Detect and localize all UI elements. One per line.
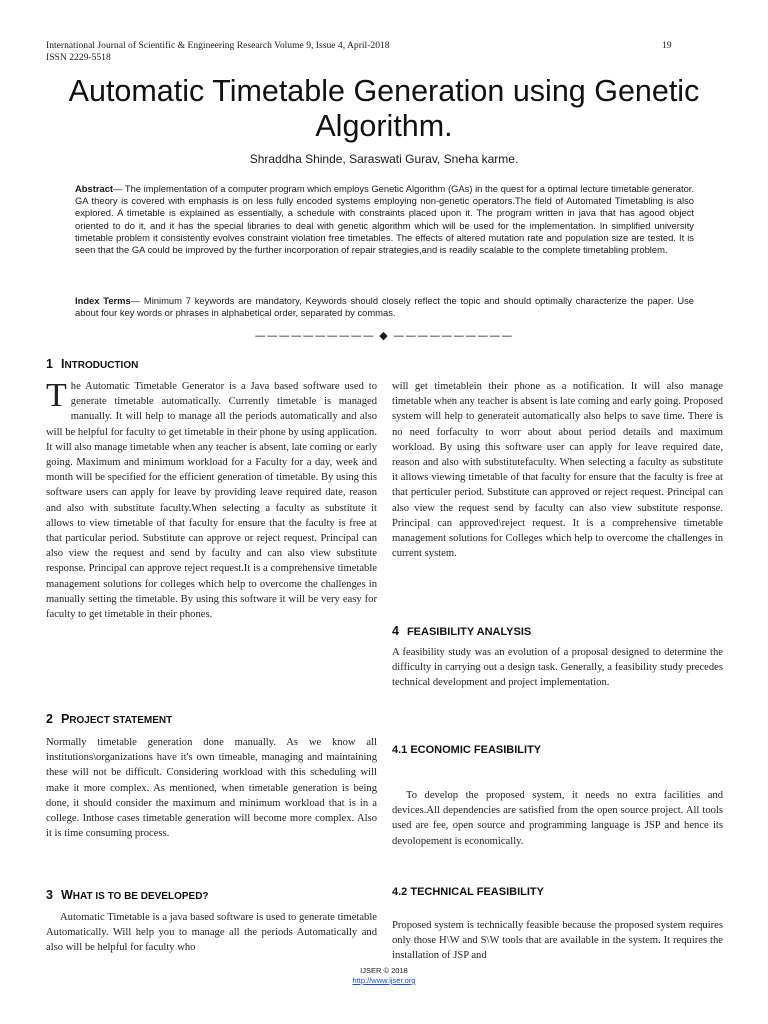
heading-number: 3 bbox=[46, 888, 53, 902]
heading-technical-feasibility: 4.2 TECHNICAL FEASIBILITY bbox=[392, 886, 544, 898]
index-terms bbox=[75, 295, 694, 320]
project-statement-body: Normally timetable generation done manually. As we know all institutions\organizations have it's own timeable, managing and maintaining these will not be difficult. Considering workload with this scheduling will make it more complex. As mentioned, when timetable generation is being done, it should consider the maximum and minimum workload that is in a college. Inthose cases timetable generation will become more complex. Also it is time consuming process. bbox=[46, 737, 377, 840]
page-footer bbox=[0, 966, 768, 986]
heading-initial: W bbox=[60, 888, 73, 902]
economic-feasibility-body: To develop the proposed system, it needs no extra facilities and devices.All dependencies are satisfied from the open source project. All tools used are fee, open source and programming language is JSP and hence its devolopement is economically. bbox=[392, 790, 723, 847]
issn: ISSN 2229-5518 bbox=[46, 52, 111, 63]
heading-introduction bbox=[46, 357, 377, 371]
what-to-develop-body: Automatic Timetable is a java based software is used to generate timetable Automatically. Will help you to manage all the periods Automatically and also will be helpful for faculty who bbox=[46, 912, 377, 954]
heading-project-statement bbox=[46, 712, 377, 726]
footer-copyright: IJSER © 2018 bbox=[360, 966, 408, 975]
section-divider: —————————— ◆ —————————— bbox=[254, 329, 514, 342]
feasibility-body: A feasibility study was an evolution of a proposal designed to determine the difficulty in carrying out a design task. Generally, a feasibility study precedes technical development and project implementation. bbox=[392, 647, 723, 689]
heading-text: FEASIBILITY ANALYSIS bbox=[406, 626, 532, 638]
abstract-text: — The implementation of a computer program which employs Genetic Algorithm (GAs) in the quest for a optimal lecture timetable generator. GA theory is covered with emphasis is on less fully encoded systems employing non-genetic operators.The field of Automated Timetabling is also explored. A timetable is explained as essentially, a schedule with constraints placed upon it. The program written in java that has agood object oriented to do it, and it has the special libraries to deal with genetic algorithm which will be used for the implementation. In simplified university timetable problem it consistently evolves constraint violation free timetables. The effects of altered mutation rate and population size are tested. It is seen that the GA could be improved by the further incorporation of repair strategies,and is readily scalable to the complete timetabling problem. bbox=[75, 183, 694, 256]
heading-what-to-develop bbox=[46, 888, 377, 902]
footer-url[interactable]: http://www.ijser.org bbox=[352, 976, 416, 985]
heading-initial: P bbox=[60, 712, 70, 726]
heading-number: 1 bbox=[46, 357, 53, 371]
technical-feasibility-body: Proposed system is technically feasible because the proposed system requires only those H\W and S\W tools that are available in the system. It requires the installation of JSP and bbox=[392, 920, 723, 962]
paper-title: Automatic Timetable Generation using Genetic Algorithm. bbox=[68, 74, 700, 143]
heading-feasibility-analysis bbox=[392, 624, 723, 638]
abstract bbox=[75, 183, 694, 256]
index-terms-label: Index Terms bbox=[75, 295, 131, 306]
abstract-label: Abstract bbox=[75, 183, 114, 194]
index-terms-text: — Minimum 7 keywords are mandatory, Keywords should closely reflect the topic and should optimally characterize the paper. Use about four key words or phrases in alphabetical order, separated by commas. bbox=[75, 295, 694, 319]
introduction-body bbox=[46, 379, 377, 622]
heading-rest: HAT IS TO BE DEVELOPED? bbox=[72, 891, 209, 902]
heading-number: 4 bbox=[392, 624, 399, 638]
introduction-text: he Automatic Timetable Generator is a Java based software used to generate timetable automatically. Currently timetable is managed manually. It will help to manage all the periods automatically and also will be helpful for faculty to get timetable in their phone by using application. It will also manage timetable when any teacher is absent, late coming or early going. Maximum and minimum workload for a Faculty for a day, week and month will be specified for the efficient generation of timetable. By using this software users can apply for leave by providing leave required date, reason and also with substitute faculty.When selecting a faculty as substitute it allows to view timetable of that faculty for ensure that the faculty is free at that particular period. Substitute can approve or reject request. Principal can also view the request and send by faculty and can also view substitute response. Principal can approve reject request.It is a comprehensive timetable management solutions for colleges which help to overcome the challenges in manually setting the timetable. By using this software it will be very easy for faculty to get timetable in their phones. bbox=[46, 381, 377, 621]
heading-economic-feasibility: 4.1 ECONOMIC FEASIBILITY bbox=[392, 744, 542, 756]
heading-rest: NTRODUCTION bbox=[64, 360, 139, 371]
page-number: 19 bbox=[662, 40, 672, 51]
journal-header: International Journal of Scientific & Engineering Research Volume 9, Issue 4, April-2018 bbox=[46, 40, 390, 51]
introduction-continued: will get timetablein their phone as a notification. It will also manage timetable when any teacher is absent is late coming and early going. Proposed system will help to generateit automatically also helps to save time. There is no need forfaculty to worr about about period details and maximum workload. By using this software user can apply for leave required date, reason and also with substitutefaculty. When selecting a faculty as substitute it allows viewing timetable of that faculty for ensure that the faculty is free at that perticuler period. Substitute can approved or reject request. Principal can also view the request send by faculty can also view substitute response. Principal can approved\reject request. It is a comprehensive timetable management solutions for Colleges which help to overcome the challenges in current system. bbox=[392, 381, 723, 560]
heading-rest: ROJECT STATEMENT bbox=[69, 715, 173, 726]
drop-cap: T bbox=[46, 377, 67, 414]
heading-number: 2 bbox=[46, 712, 53, 726]
heading-initial: I bbox=[60, 357, 65, 371]
authors: Shraddha Shinde, Saraswati Gurav, Sneha karme. bbox=[249, 152, 519, 166]
